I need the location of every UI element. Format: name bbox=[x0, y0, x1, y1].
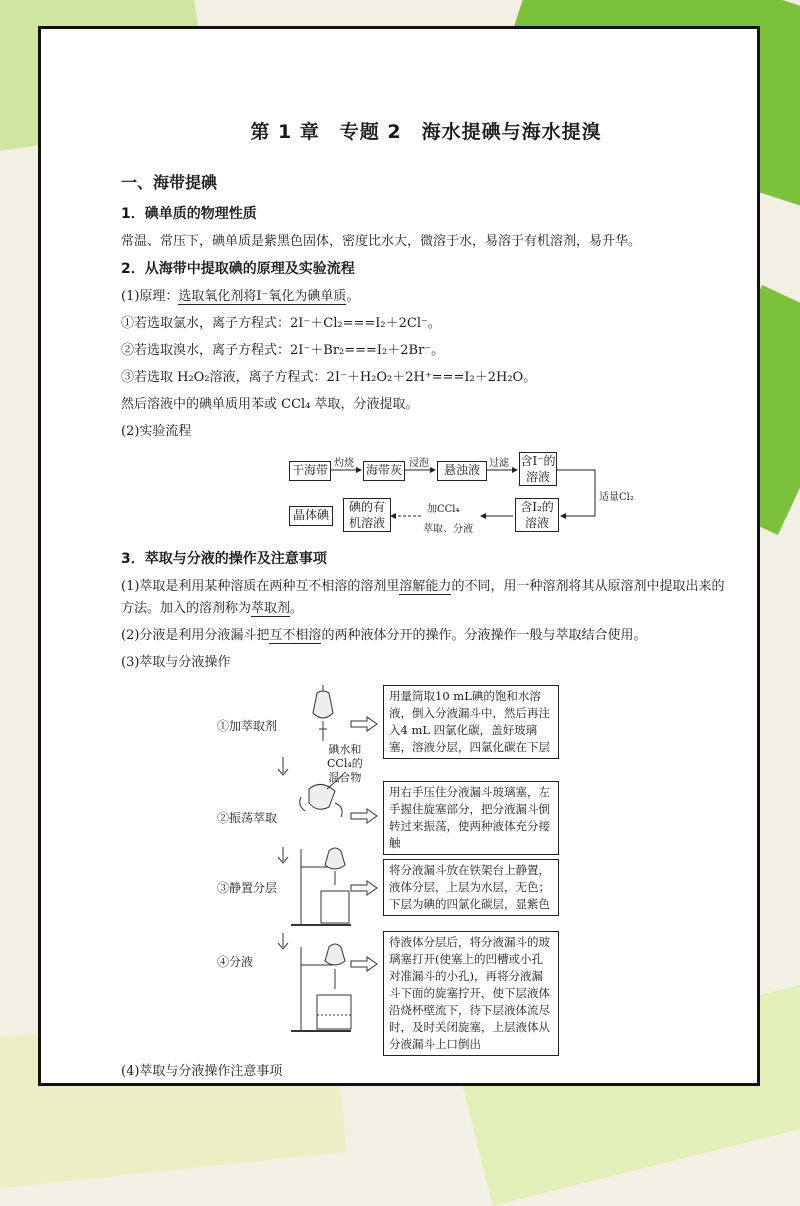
description-box-separate: 待液体分层后，将分液漏斗的玻璃塞打开(使塞上的凹槽或小孔对准漏斗的小孔)，再将分液漏斗下面的旋塞拧开，使下层液体沿烧杯壁流下，待下层液体流尽时，及时关闭旋塞，上层液体从分液漏斗上口倒出 bbox=[383, 931, 559, 1056]
extraction-diagram bbox=[121, 679, 731, 1049]
page-title: 第 1 章 专题 2 海水提碘与海水提溴 bbox=[250, 121, 602, 143]
flow-box-iodine-solution bbox=[515, 498, 559, 532]
flow-box-crystal-iodine: 晶体碘 bbox=[289, 506, 333, 526]
step-add-extractant: ①加萃取剂 bbox=[217, 719, 278, 733]
section-heading: 一、海带提碘 bbox=[121, 173, 218, 192]
text: (1)原理： bbox=[121, 289, 179, 304]
subsection-heading: 2．从海带中提取碘的原理及实验流程 bbox=[121, 261, 355, 277]
paragraph: (4)萃取与分液操作注意事项 bbox=[121, 1064, 283, 1079]
text: 溶液 bbox=[524, 516, 549, 530]
flow-box-iodide-solution bbox=[519, 452, 557, 486]
document-page bbox=[38, 26, 760, 1086]
paragraph: (3)萃取与分液操作 bbox=[121, 655, 231, 670]
text: 含I⁻的 bbox=[520, 454, 556, 468]
text: 。 bbox=[290, 601, 304, 616]
text: 溶液 bbox=[525, 470, 550, 484]
underlined-text: 选取氧化剂将I⁻氧化为碘单质 bbox=[178, 289, 347, 304]
text: 混合物 bbox=[328, 771, 362, 784]
flow-label: 萃取、分液 bbox=[423, 524, 473, 535]
equation: ①若选取氯水，离子方程式：2I⁻＋Cl₂===I₂＋2Cl⁻。 bbox=[121, 316, 441, 331]
paragraph: 常温、常压下，碘单质是紫黑色固体，密度比水大，微溶于水，易溶于有机溶剂，易升华。 bbox=[121, 234, 642, 249]
text: 。 bbox=[346, 289, 360, 304]
underlined-text: 溶解能力 bbox=[399, 579, 452, 594]
text: 含I₂的 bbox=[520, 500, 554, 514]
description-box-settle: 将分液漏斗放在铁架台上静置，液体分层，上层为水层，无色；下层为碘的四氯化碳层，显紫色 bbox=[383, 859, 559, 916]
flow-label: 加CCl₄ bbox=[427, 504, 460, 515]
step-separate: ④分液 bbox=[217, 955, 254, 969]
underlined-text: 萃取剂 bbox=[251, 601, 291, 616]
paragraph bbox=[121, 576, 731, 620]
flow-label: 适量Cl₂ bbox=[599, 492, 634, 503]
step-shake-extract: ②振荡萃取 bbox=[217, 811, 278, 825]
text: (2)分液是利用分液漏斗把 bbox=[121, 628, 270, 643]
paragraph bbox=[121, 625, 731, 647]
text: 的两种液体分开的操作。分液操作一般与萃取结合使用。 bbox=[321, 628, 647, 643]
flow-label: 灼烧 bbox=[334, 458, 354, 469]
flow-box-organic-solution bbox=[343, 498, 391, 532]
flow-box-dried-kelp: 干海带 bbox=[289, 461, 331, 481]
equation: ②若选取溴水，离子方程式：2I⁻＋Br₂===I₂＋2Br⁻。 bbox=[121, 343, 445, 358]
subsection-heading: 3．萃取与分液的操作及注意事项 bbox=[121, 551, 327, 567]
page-content bbox=[121, 117, 731, 1088]
flow-box-kelp-ash: 海带灰 bbox=[363, 461, 405, 481]
flow-label: 过滤 bbox=[489, 458, 509, 469]
description-box-shake: 用右手压住分液漏斗玻璃塞，左手握住旋塞部分，把分液漏斗倒转过来振荡，使两种液体充分接触 bbox=[383, 781, 559, 855]
description-box-add-extractant: 用量筒取10 mL碘的饱和水溶液，倒入分液漏斗中，然后再注入4 mL 四氯化碳，盖好玻璃塞，溶液分层，四氯化碳在下层 bbox=[383, 685, 559, 759]
equation: ③若选取 H₂O₂溶液，离子方程式：2I⁻＋H₂O₂＋2H⁺===I₂＋2H₂O。 bbox=[121, 370, 537, 385]
text: 碘水和 bbox=[328, 743, 362, 756]
text: 机溶液 bbox=[348, 516, 385, 530]
paragraph bbox=[121, 286, 731, 308]
flow-box-suspension: 悬浊液 bbox=[437, 461, 487, 481]
text: 的不同，用一种溶剂将其从原溶剂中提取出来的方法。加入的溶剂称为 bbox=[121, 579, 725, 616]
text: CCl₄的 bbox=[327, 757, 363, 770]
text: (1)萃取是利用某种溶质在两种互不相溶的溶剂里 bbox=[121, 579, 400, 594]
paragraph: (2)实验流程 bbox=[121, 424, 192, 439]
mixture-label bbox=[327, 743, 363, 785]
text: 碘的有 bbox=[348, 500, 385, 514]
step-settle-layers: ③静置分层 bbox=[217, 881, 278, 895]
flow-label: 浸泡 bbox=[409, 458, 429, 469]
subsection-heading: 1．碘单质的物理性质 bbox=[121, 206, 257, 222]
process-flow-diagram bbox=[121, 448, 731, 534]
paragraph: 然后溶液中的碘单质用苯或 CCl₄ 萃取，分液提取。 bbox=[121, 397, 419, 412]
underlined-text: 互不相溶 bbox=[269, 628, 322, 643]
